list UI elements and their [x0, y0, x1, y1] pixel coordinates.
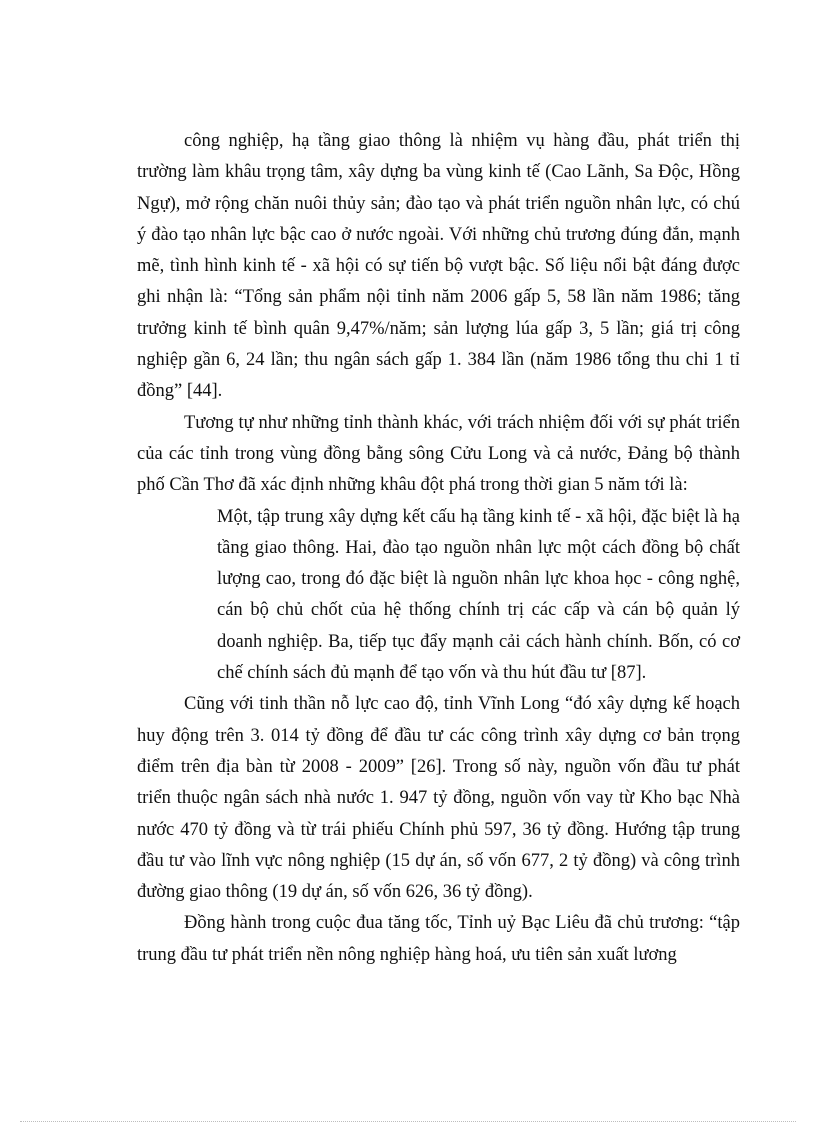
- block-quote-can-tho: Một, tập trung xây dựng kết cấu hạ tầng kinh tế - xã hội, đặc biệt là hạ tầng giao thông. Hai, đào tạo nguồn nhân lực một cách đồng bộ chất lượng cao, trong đó đặc biệt là nguồn nhân lực khoa học - công nghệ, cán bộ chủ chốt của hệ thống chính trị các cấp và cán bộ quản lý doanh nghiệp. Ba, tiếp tục đẩy mạnh cải cách hành chính. Bốn, có cơ chế chính sách đủ mạnh để tạo vốn và thu hút đầu tư [87].: [217, 506, 740, 684]
- paragraph-dong-thap: công nghiệp, hạ tầng giao thông là nhiệm vụ hàng đầu, phát triển thị trường làm khâu trọng tâm, xây dựng ba vùng kinh tế (Cao Lãnh, Sa Độc, Hồng Ngự), mở rộng chăn nuôi thủy sản; đào tạo và phát triển nguồn nhân lực, có chú ý đào tạo nhân lực bậc cao ở nước ngoài. Với những chủ trương đúng đắn, mạnh mẽ, tình hình kinh tế - xã hội có sự tiến bộ vượt bậc. Số liệu nổi bật đáng được ghi nhận là: “Tổng sản phẩm nội tỉnh năm 2006 gấp 5, 58 lần năm 1986; tăng trưởng kinh tế bình quân 9,47%/năm; sản lượng lúa gấp 3, 5 lần; giá trị công nghiệp gần 6, 24 lần; thu ngân sách gấp 1. 384 lần (năm 1986 tổng thu chi 1 tỉ đồng” [44].: [137, 131, 740, 402]
- paragraph-can-tho: Tương tự như những tỉnh thành khác, với trách nhiệm đối với sự phát triển của các tỉnh trong vùng đồng bằng sông Cửu Long và cả nước, Đảng bộ thành phố Cần Thơ đã xác định những khâu đột phá trong thời gian 5 năm tới là:: [137, 412, 740, 496]
- document-page: [137, 126, 740, 971]
- page-bottom-divider: [20, 1121, 796, 1122]
- paragraph-bac-lieu: Đồng hành trong cuộc đua tăng tốc, Tỉnh uỷ Bạc Liêu đã chủ trương: “tập trung đầu tư phát triển nền nông nghiệp hàng hoá, ưu tiên sản xuất lương: [137, 913, 740, 965]
- paragraph-vinh-long: Cũng với tinh thần nỗ lực cao độ, tỉnh Vĩnh Long “đó xây dựng kế hoạch huy động trên 3. 014 tỷ đồng để đầu tư các công trình xây dựng cơ bản trọng điểm trên địa bàn từ 2008 - 2009” [26]. Trong số này, nguồn vốn đầu tư phát triển thuộc ngân sách nhà nước 1. 947 tỷ đồng, nguồn vốn vay từ Kho bạc Nhà nước 470 tỷ đồng và từ trái phiếu Chính phủ 597, 36 tỷ đồng. Hướng tập trung đầu tư vào lĩnh vực nông nghiệp (15 dự án, số vốn 677, 2 tỷ đồng) và công trình đường giao thông (19 dự án, số vốn 626, 36 tỷ đồng).: [137, 694, 740, 903]
